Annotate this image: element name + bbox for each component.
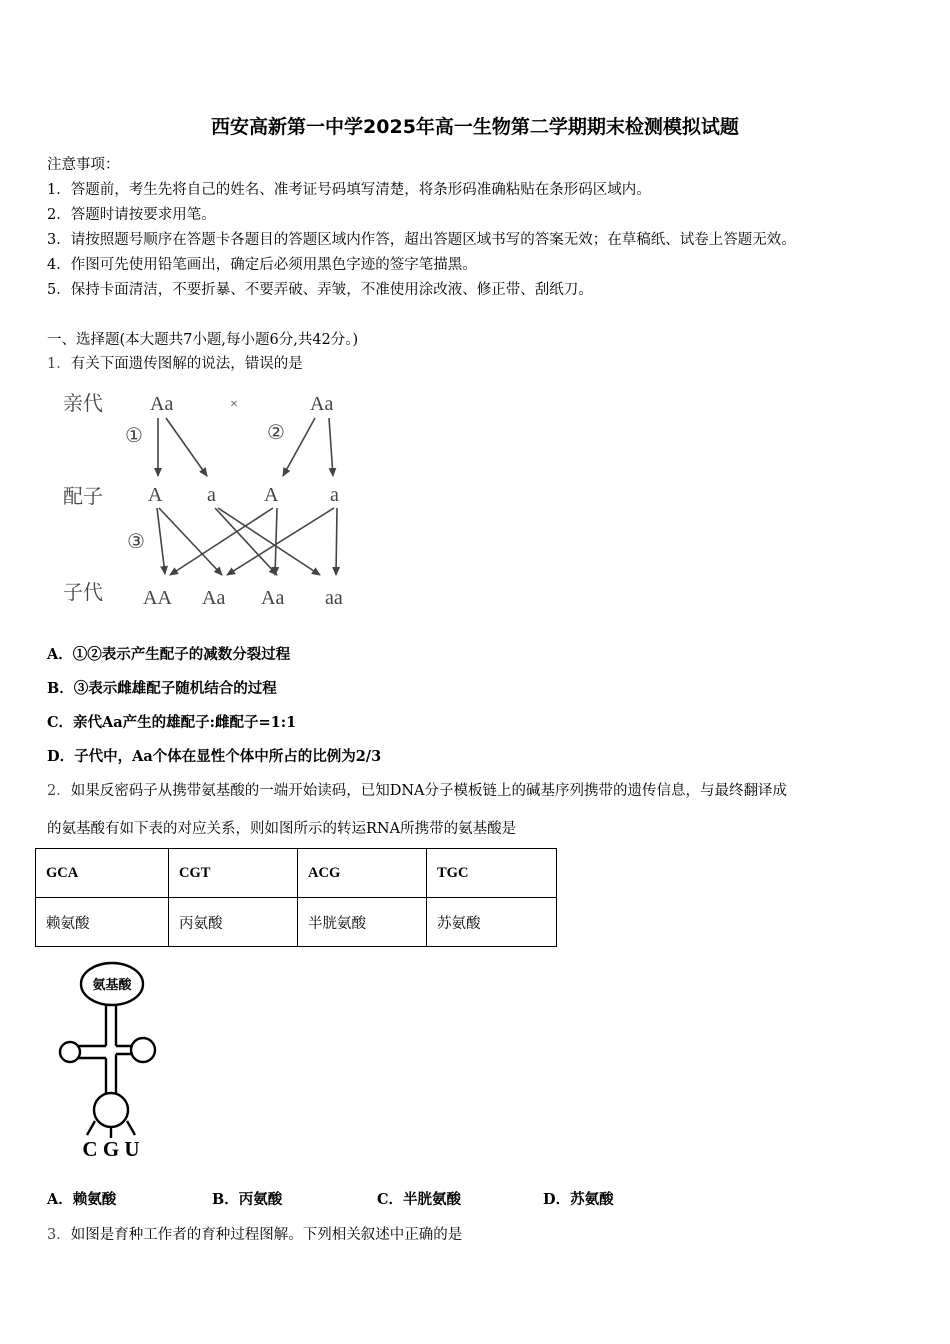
arrow <box>227 508 334 575</box>
notice-item: 4．作图可先使用铅笔画出，确定后必须用黑色字迹的签字笔描黑。 <box>47 257 477 273</box>
gamete: a <box>330 484 339 506</box>
q1-option-b[interactable]: B．③表示雌雄配子随机结合的过程 <box>47 680 277 697</box>
anticodon-label: C G U <box>82 1137 140 1161</box>
table-cell: 苏氨酸 <box>427 898 557 947</box>
offspring: Aa <box>202 587 226 609</box>
section-heading: 一、选择题(本大题共7小题,每小题6分,共42分。) <box>47 332 359 348</box>
question-number: 2． <box>47 783 71 799</box>
cross-symbol: × <box>230 397 238 412</box>
question-3-stem <box>47 1223 462 1244</box>
t-loop <box>131 1038 155 1062</box>
notice-heading: 注意事项： <box>47 157 120 173</box>
table-cell: ACG <box>298 849 427 898</box>
gamete: A <box>264 484 279 506</box>
d-loop <box>60 1042 80 1062</box>
table-cell: TGC <box>427 849 557 898</box>
notice-item: 1．答题前，考生先将自己的姓名、准考证号码填写清楚，将条形码准确粘贴在条形码区域内。 <box>47 182 651 198</box>
arrow <box>283 418 315 476</box>
table-cell: 赖氨酸 <box>36 898 169 947</box>
mark-2: ② <box>267 422 285 444</box>
offspring: aa <box>325 587 343 609</box>
q1-option-a[interactable]: A．①②表示产生配子的减数分裂过程 <box>47 646 291 663</box>
genetic-cross-diagram <box>55 380 365 615</box>
gamete: A <box>148 484 163 506</box>
question-1-stem <box>47 352 303 373</box>
q2-option-d[interactable]: D．苏氨酸 <box>543 1191 614 1208</box>
question-number: 1． <box>47 356 71 372</box>
arrow <box>170 508 273 575</box>
notice-item: 3．请按照题号顺序在答题卡各题目的答题区域内作答，超出答题区域书写的答案无效；在草稿纸、试卷上答题无效。 <box>47 232 796 248</box>
mark-1: ① <box>125 425 143 447</box>
offspring: Aa <box>261 587 285 609</box>
arrow <box>329 418 333 476</box>
arrow <box>166 418 207 476</box>
table-cell: 半胱氨酸 <box>298 898 427 947</box>
trna-diagram <box>55 958 170 1163</box>
notice-item: 5．保持卡面清洁，不要折暴、不要弄破、弄皱，不准使用涂改液、修正带、刮纸刀。 <box>47 282 593 298</box>
trna-amino-label: 氨基酸 <box>92 977 132 992</box>
parent-left: Aa <box>150 393 174 415</box>
q2-option-a[interactable]: A．赖氨酸 <box>47 1191 117 1208</box>
arrow <box>157 508 165 574</box>
arrow <box>275 508 277 575</box>
q2-option-c[interactable]: C．半胱氨酸 <box>377 1191 462 1208</box>
offspring: AA <box>143 587 172 609</box>
question-number: 3． <box>47 1227 71 1243</box>
question-2-stem-cont: 的氨基酸有如下表的对应关系，则如图所示的转运RNA所携带的氨基酸是 <box>47 821 517 837</box>
notice-item: 2．答题时请按要求用笔。 <box>47 207 216 223</box>
label-parent: 亲代 <box>63 393 103 415</box>
question-text: 有关下面遗传图解的说法，错误的是 <box>70 356 303 372</box>
table-cell: 丙氨酸 <box>169 898 298 947</box>
question-2-stem <box>47 779 787 800</box>
q1-option-c[interactable]: C．亲代Aa产生的雄配子:雌配子=1:1 <box>47 714 297 731</box>
label-offspring: 子代 <box>63 582 103 604</box>
label-gamete: 配子 <box>63 486 103 508</box>
table-row <box>36 898 557 947</box>
question-text: 如图是育种工作者的育种过程图解。下列相关叙述中正确的是 <box>70 1227 463 1243</box>
codon-amino-acid-table <box>35 848 557 947</box>
arrow <box>218 508 320 575</box>
table-cell: GCA <box>36 849 169 898</box>
q2-option-b[interactable]: B．丙氨酸 <box>212 1191 283 1208</box>
arrow <box>159 508 222 575</box>
page-title: 西安高新第一中学2025年高一生物第二学期期末检测模拟试题 <box>211 116 739 138</box>
table-row <box>36 849 557 898</box>
question-text: 如果反密码子从携带氨基酸的一端开始读码，已知DNA分子模板链上的碱基序列携带的遗传信息，与最终翻译成 <box>70 783 788 799</box>
table-cell: CGT <box>169 849 298 898</box>
anticodon-loop <box>94 1093 128 1127</box>
parent-right: Aa <box>310 393 334 415</box>
arrow <box>336 508 337 575</box>
mark-3: ③ <box>127 531 145 553</box>
q1-option-d[interactable]: D．子代中，Aa个体在显性个体中所占的比例为2/3 <box>47 748 382 765</box>
gamete: a <box>207 484 216 506</box>
